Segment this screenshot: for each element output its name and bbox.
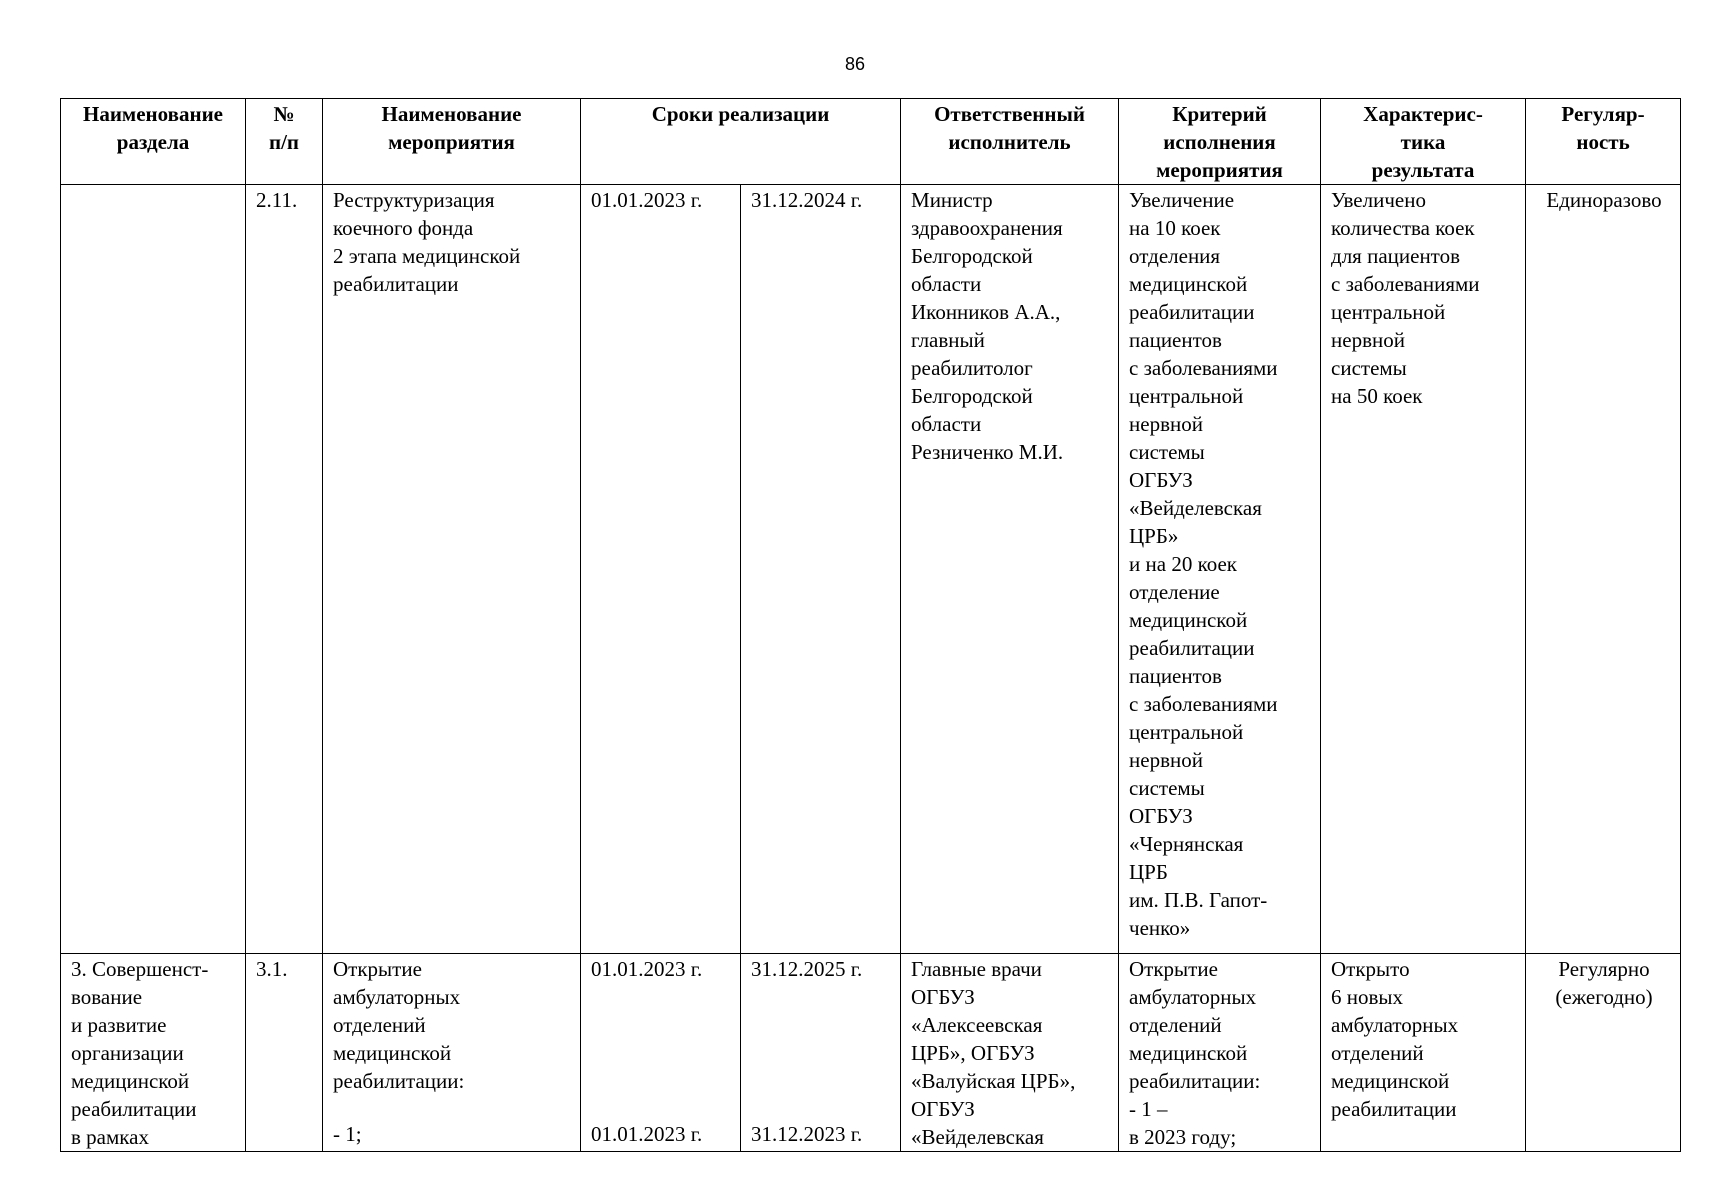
cell-event [323,954,581,1152]
header-event: Наименование мероприятия [323,99,581,185]
event-subitem: - 1; [333,1122,362,1146]
cell-section: 3. Совершенст- вование и развитие организации медицинской реабилитации в рамках [61,954,246,1152]
cell-event: Реструктуризация коечного фонда 2 этапа медицинской реабилитации [323,185,581,954]
header-terms: Сроки реализации [581,99,901,185]
header-section: Наименование раздела [61,99,246,185]
cell-responsible: Министр здравоохранения Белгородской области Иконников А.А., главный реабилитолог Белгородской области Резниченко М.И. [901,185,1119,954]
header-result: Характерис- тика результата [1321,99,1526,185]
cell-regularity: Единоразово [1526,185,1681,954]
cell-end-date [741,954,901,1152]
cell-result: Увеличено количества коек для пациентов с заболеваниями центральной нервной системы на 50 коек [1321,185,1526,954]
activities-table [60,98,1681,1152]
cell-end-date: 31.12.2024 г. [741,185,901,954]
table-row [61,954,1681,1152]
cell-result: Открыто 6 новых амбулаторных отделений медицинской реабилитации [1321,954,1526,1152]
cell-number: 2.11. [246,185,323,954]
start-date-subitem: 01.01.2023 г. [591,1122,703,1146]
page-number: 86 [844,54,866,74]
end-date-subitem: 31.12.2023 г. [751,1122,863,1146]
cell-number: 3.1. [246,954,323,1152]
header-regularity: Регуляр- ность [1526,99,1681,185]
header-row [61,99,1681,185]
cell-start-date [581,954,741,1152]
start-date: 01.01.2023 г. [591,957,703,981]
cell-section [61,185,246,954]
table-row [61,185,1681,954]
cell-criterion: Открытие амбулаторных отделений медицинской реабилитации: - 1 – в 2023 году; [1119,954,1321,1152]
cell-regularity: Регулярно (ежегодно) [1526,954,1681,1152]
header-responsible: Ответственный исполнитель [901,99,1119,185]
cell-responsible: Главные врачи ОГБУЗ «Алексеевская ЦРБ», ОГБУЗ «Валуйская ЦРБ», ОГБУЗ «Вейделевская [901,954,1119,1152]
header-number: № п/п [246,99,323,185]
end-date: 31.12.2025 г. [751,957,863,981]
cell-criterion: Увеличение на 10 коек отделения медицинской реабилитации пациентов с заболеваниями центральной нервной системы ОГБУЗ «Вейделевская ЦРБ» и на 20 коек отделение медицинской реабилитации пациентов с заболеваниями центральной нервной системы ОГБУЗ «Чернянская ЦРБ им. П.В. Гапот- ченко» [1119,185,1321,954]
cell-start-date: 01.01.2023 г. [581,185,741,954]
event-description: Открытие амбулаторных отделений медицинской реабилитации: [333,957,465,1093]
header-criterion: Критерий исполнения мероприятия [1119,99,1321,185]
